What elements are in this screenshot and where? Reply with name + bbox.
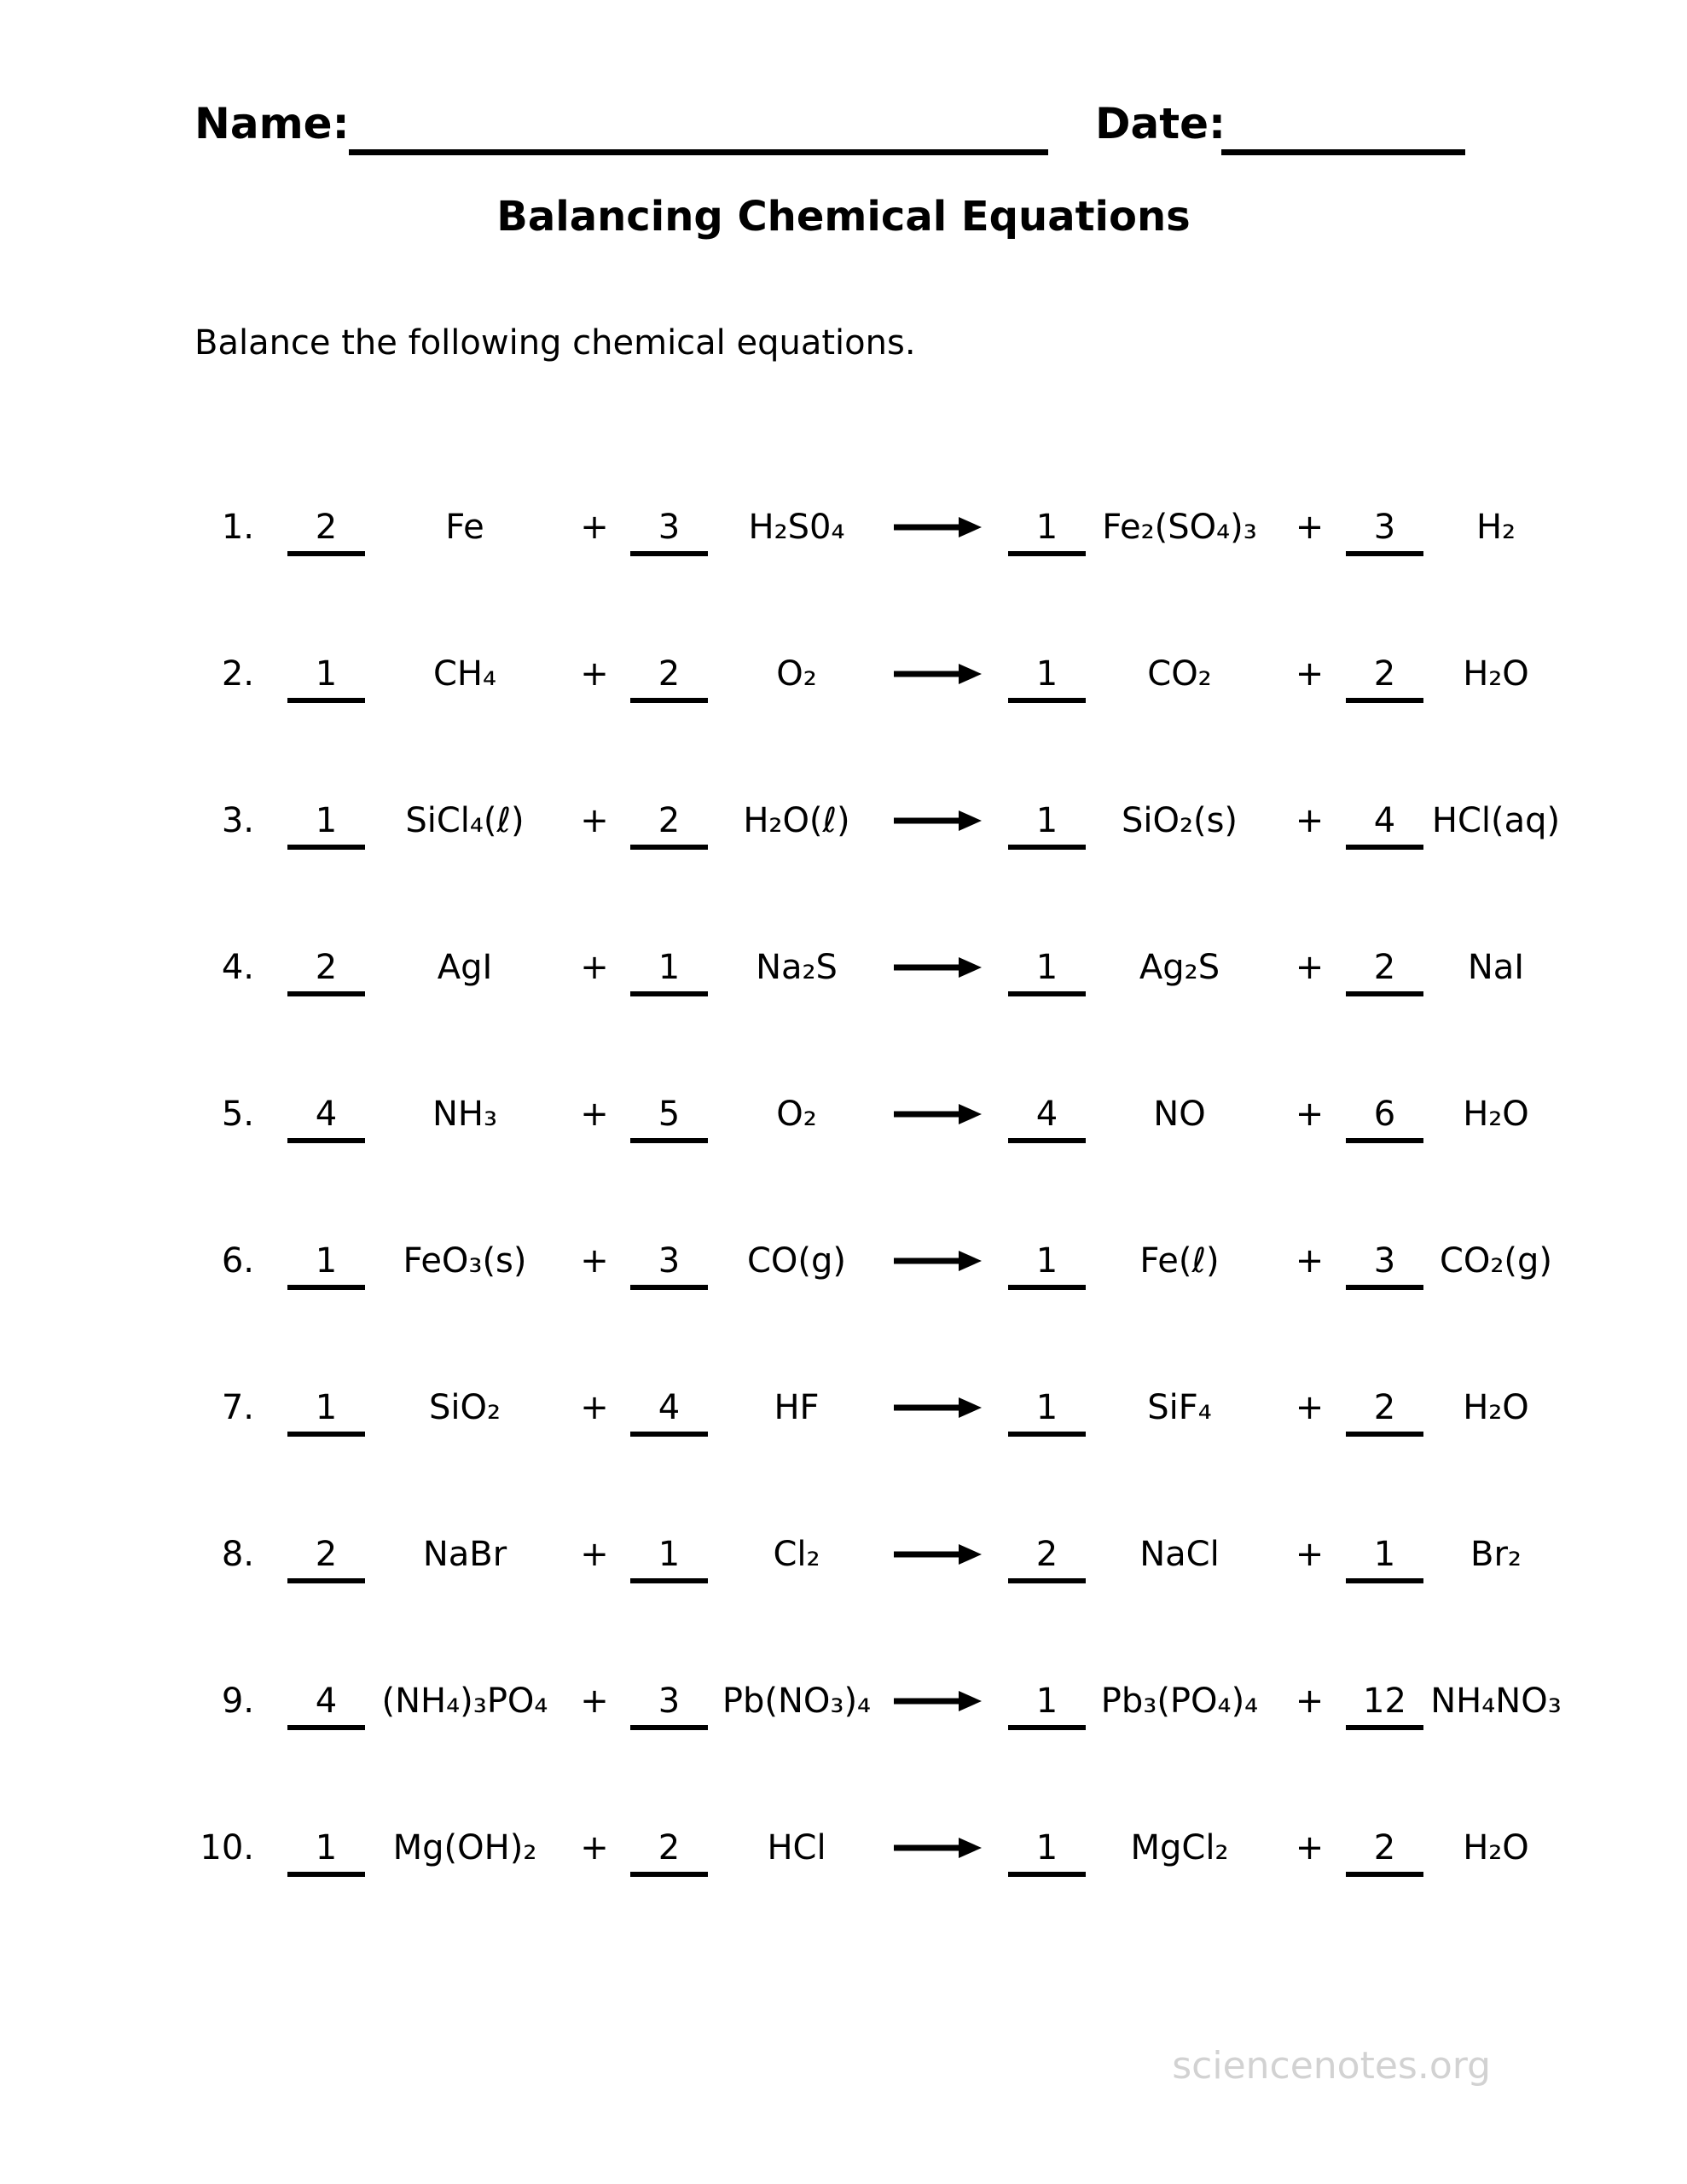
reactant-1-formula: AgI	[437, 948, 493, 987]
reactant-2-formula: Cl₂	[773, 1535, 820, 1574]
equation-number: 10.	[200, 1828, 254, 1867]
coefficient-blank-1[interactable]	[287, 1684, 365, 1730]
reactant-2-formula: Na₂S	[756, 948, 838, 987]
plus-sign: +	[1295, 1682, 1325, 1721]
coefficient-blank-4[interactable]	[1346, 1388, 1423, 1437]
reaction-arrow-icon	[894, 1097, 982, 1131]
coefficient-blank-2[interactable]	[630, 1684, 708, 1730]
coefficient-value: 1	[1035, 1828, 1058, 1867]
coefficient-value: 6	[1373, 1095, 1396, 1134]
reaction-arrow-icon	[894, 1537, 982, 1571]
equation-number: 6.	[221, 1241, 254, 1281]
coefficient-blank-4[interactable]	[1346, 510, 1423, 556]
product-1-formula: MgCl₂	[1130, 1828, 1229, 1867]
equation-number: 2.	[221, 654, 254, 694]
plus-sign: +	[1295, 1828, 1325, 1867]
equation-row	[0, 801, 1687, 950]
name-label: Name:	[194, 99, 350, 148]
coefficient-value: 2	[658, 801, 681, 840]
coefficient-blank-2[interactable]	[630, 801, 708, 850]
coefficient-value: 4	[315, 1682, 338, 1721]
reactant-1-formula: NaBr	[422, 1535, 507, 1574]
reaction-arrow-icon	[894, 510, 982, 544]
equation-number: 9.	[221, 1682, 254, 1721]
coefficient-blank-3[interactable]	[1008, 1388, 1086, 1437]
coefficient-blank-4[interactable]	[1346, 950, 1423, 996]
plus-sign: +	[1295, 508, 1325, 547]
product-2-formula: HCl(aq)	[1431, 801, 1561, 840]
coefficient-value: 2	[1035, 1535, 1058, 1574]
coefficient-value: 5	[658, 1095, 681, 1134]
product-2-formula: H₂O	[1463, 1095, 1529, 1134]
plus-sign: +	[580, 1388, 609, 1427]
coefficient-value: 2	[1373, 948, 1396, 987]
coefficient-value: 1	[315, 1828, 338, 1867]
reactant-2-formula: HF	[774, 1388, 820, 1427]
coefficient-value: 1	[1035, 948, 1058, 987]
plus-sign: +	[1295, 1095, 1325, 1134]
coefficient-blank-3[interactable]	[1008, 1241, 1086, 1290]
date-label: Date:	[1095, 99, 1226, 148]
coefficient-value: 1	[315, 1241, 338, 1281]
reaction-arrow-icon	[894, 804, 982, 838]
coefficient-blank-2[interactable]	[630, 1097, 708, 1143]
coefficient-blank-1[interactable]	[287, 1097, 365, 1143]
coefficient-value: 2	[315, 1535, 338, 1574]
reactant-1-formula: (NH₄)₃PO₄	[381, 1682, 548, 1721]
coefficient-value: 3	[1373, 1241, 1396, 1281]
equation-row	[0, 1684, 1687, 1831]
coefficient-value: 3	[658, 508, 681, 547]
product-2-formula: H₂	[1475, 508, 1516, 547]
coefficient-value: 1	[1035, 1682, 1058, 1721]
equation-number: 7.	[221, 1388, 254, 1427]
product-2-formula: Br₂	[1470, 1535, 1522, 1574]
coefficient-blank-2[interactable]	[630, 1537, 708, 1583]
reactant-2-formula: O₂	[776, 1095, 817, 1134]
product-2-formula: H₂O	[1463, 1388, 1529, 1427]
coefficient-value: 1	[658, 948, 681, 987]
equation-number: 3.	[221, 801, 254, 840]
coefficient-blank-4[interactable]	[1346, 801, 1423, 850]
coefficient-value: 4	[315, 1095, 338, 1134]
coefficient-value: 3	[658, 1241, 681, 1281]
coefficient-value: 1	[315, 654, 338, 694]
coefficient-value: 1	[1035, 801, 1058, 840]
equation-number: 5.	[221, 1095, 254, 1134]
product-1-formula: SiO₂(s)	[1121, 801, 1238, 840]
reactant-2-formula: O₂	[776, 654, 817, 694]
reaction-arrow-icon	[894, 1244, 982, 1278]
plus-sign: +	[580, 1241, 609, 1281]
plus-sign: +	[1295, 1535, 1325, 1574]
reactant-1-formula: NH₃	[432, 1095, 498, 1134]
coefficient-blank-2[interactable]	[630, 1388, 708, 1437]
coefficient-value: 1	[1373, 1535, 1396, 1574]
reactant-1-formula: FeO₃(s)	[403, 1241, 527, 1281]
reactant-1-formula: SiO₂	[428, 1388, 501, 1427]
equation-number: 1.	[221, 508, 254, 547]
product-2-formula: CO₂(g)	[1439, 1241, 1553, 1281]
coefficient-value: 2	[315, 948, 338, 987]
coefficient-blank-3[interactable]	[1008, 801, 1086, 850]
equation-number: 8.	[221, 1535, 254, 1574]
coefficient-blank-2[interactable]	[630, 510, 708, 556]
reactant-2-formula: CO(g)	[746, 1241, 846, 1281]
coefficient-value: 1	[315, 1388, 338, 1427]
reactant-2-formula: H₂S0₄	[748, 508, 845, 547]
coefficient-blank-3[interactable]	[1008, 1828, 1086, 1877]
coefficient-blank-1[interactable]	[287, 1241, 365, 1290]
coefficient-value: 1	[1035, 508, 1058, 547]
product-2-formula: NH₄NO₃	[1430, 1682, 1562, 1721]
reaction-arrow-icon	[894, 657, 982, 691]
equation-row	[0, 1241, 1687, 1391]
coefficient-blank-1[interactable]	[287, 1828, 365, 1877]
coefficient-value: 3	[658, 1682, 681, 1721]
coefficient-value: 12	[1363, 1682, 1406, 1721]
reaction-arrow-icon	[894, 1831, 982, 1865]
coefficient-blank-4[interactable]	[1346, 1241, 1423, 1290]
coefficient-blank-2[interactable]	[630, 1828, 708, 1877]
coefficient-value: 4	[1035, 1095, 1058, 1134]
equation-row	[0, 1388, 1687, 1537]
product-1-formula: NaCl	[1139, 1535, 1220, 1574]
plus-sign: +	[1295, 948, 1325, 987]
product-1-formula: SiF₄	[1147, 1388, 1212, 1427]
name-input-line[interactable]	[349, 149, 1048, 155]
product-2-formula: NaI	[1467, 948, 1525, 987]
equation-number: 4.	[221, 948, 254, 987]
date-input-line[interactable]	[1221, 149, 1465, 155]
equation-list	[0, 510, 1687, 1978]
coefficient-blank-1[interactable]	[287, 801, 365, 850]
equation-row	[0, 654, 1687, 804]
coefficient-value: 2	[315, 508, 338, 547]
reactant-1-formula: Mg(OH)₂	[392, 1828, 537, 1867]
coefficient-value: 1	[1035, 1388, 1058, 1427]
equation-row	[0, 1537, 1687, 1684]
watermark-text: sciencenotes.org	[1172, 2044, 1491, 2088]
coefficient-blank-3[interactable]	[1008, 510, 1086, 556]
coefficient-value: 1	[315, 801, 338, 840]
coefficient-blank-3[interactable]	[1008, 654, 1086, 703]
coefficient-value: 1	[658, 1535, 681, 1574]
coefficient-blank-2[interactable]	[630, 654, 708, 703]
product-2-formula: H₂O	[1463, 1828, 1529, 1867]
reaction-arrow-icon	[894, 1684, 982, 1718]
plus-sign: +	[580, 1535, 609, 1574]
coefficient-blank-3[interactable]	[1008, 950, 1086, 996]
coefficient-value: 4	[1373, 801, 1396, 840]
reactant-1-formula: CH₄	[432, 654, 497, 694]
plus-sign: +	[580, 1682, 609, 1721]
reactant-2-formula: HCl	[767, 1828, 826, 1867]
coefficient-blank-4[interactable]	[1346, 1684, 1423, 1730]
reaction-arrow-icon	[894, 950, 982, 985]
product-2-formula: H₂O	[1463, 654, 1529, 694]
coefficient-blank-4[interactable]	[1346, 1537, 1423, 1583]
coefficient-value: 1	[1035, 654, 1058, 694]
coefficient-blank-2[interactable]	[630, 1241, 708, 1290]
reactant-1-formula: SiCl₄(ℓ)	[405, 801, 525, 840]
plus-sign: +	[1295, 801, 1325, 840]
coefficient-blank-1[interactable]	[287, 510, 365, 556]
product-1-formula: Pb₃(PO₄)₄	[1100, 1682, 1259, 1721]
reactant-2-formula: H₂O(ℓ)	[743, 801, 850, 840]
coefficient-blank-2[interactable]	[630, 950, 708, 996]
equation-row	[0, 510, 1687, 657]
reaction-arrow-icon	[894, 1391, 982, 1425]
product-1-formula: Ag₂S	[1139, 948, 1220, 987]
product-1-formula: Fe₂(SO₄)₃	[1102, 508, 1257, 547]
equation-row	[0, 1097, 1687, 1244]
coefficient-blank-4[interactable]	[1346, 1828, 1423, 1877]
plus-sign: +	[1295, 1388, 1325, 1427]
product-1-formula: CO₂	[1147, 654, 1212, 694]
equation-row	[0, 950, 1687, 1097]
plus-sign: +	[1295, 654, 1325, 694]
coefficient-blank-4[interactable]	[1346, 654, 1423, 703]
plus-sign: +	[580, 1095, 609, 1134]
coefficient-value: 2	[658, 654, 681, 694]
product-1-formula: Fe(ℓ)	[1139, 1241, 1220, 1281]
coefficient-value: 2	[1373, 654, 1396, 694]
page-title: Balancing Chemical Equations	[496, 193, 1191, 241]
plus-sign: +	[580, 508, 609, 547]
coefficient-blank-4[interactable]	[1346, 1097, 1423, 1143]
equation-row	[0, 1828, 1687, 1978]
plus-sign: +	[580, 654, 609, 694]
reactant-2-formula: Pb(NO₃)₄	[722, 1682, 872, 1721]
coefficient-blank-1[interactable]	[287, 654, 365, 703]
coefficient-value: 4	[658, 1388, 681, 1427]
coefficient-blank-1[interactable]	[287, 1537, 365, 1583]
coefficient-value: 2	[658, 1828, 681, 1867]
instruction-text: Balance the following chemical equations.	[194, 323, 916, 363]
coefficient-blank-3[interactable]	[1008, 1097, 1086, 1143]
plus-sign: +	[580, 948, 609, 987]
plus-sign: +	[580, 1828, 609, 1867]
coefficient-value: 1	[1035, 1241, 1058, 1281]
coefficient-blank-3[interactable]	[1008, 1537, 1086, 1583]
coefficient-blank-3[interactable]	[1008, 1684, 1086, 1730]
coefficient-value: 2	[1373, 1828, 1396, 1867]
reactant-1-formula: Fe	[445, 508, 484, 547]
coefficient-value: 2	[1373, 1388, 1396, 1427]
product-1-formula: NO	[1153, 1095, 1206, 1134]
coefficient-blank-1[interactable]	[287, 950, 365, 996]
coefficient-blank-1[interactable]	[287, 1388, 365, 1437]
plus-sign: +	[1295, 1241, 1325, 1281]
plus-sign: +	[580, 801, 609, 840]
coefficient-value: 3	[1373, 508, 1396, 547]
